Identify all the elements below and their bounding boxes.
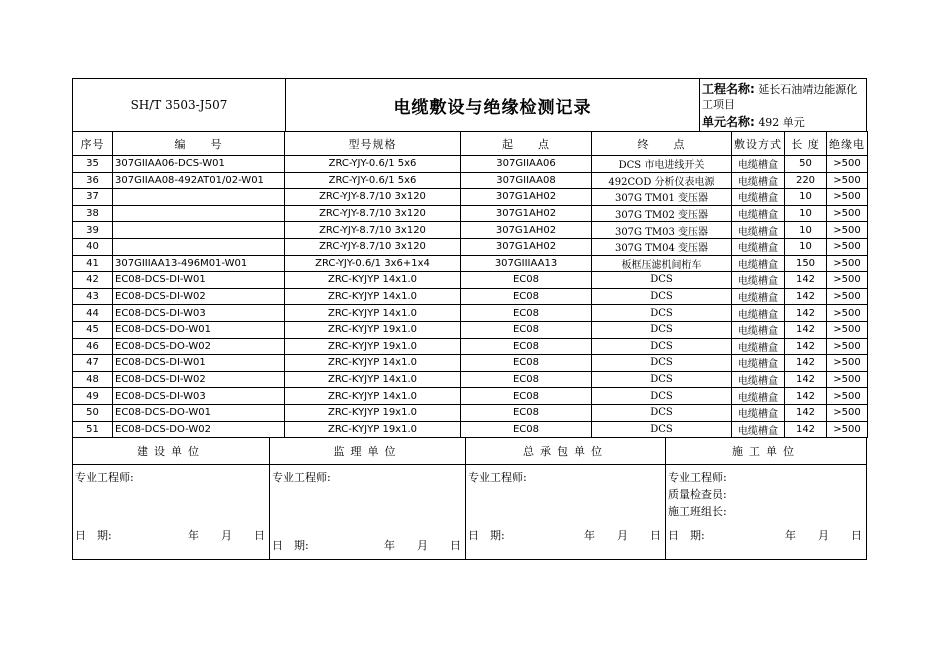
cell-insulation: >500 — [827, 238, 868, 255]
owner-engineer-label: 专业工程师: — [75, 471, 134, 485]
cell-method: 电缆槽盒 — [732, 388, 785, 405]
cell-to: DCS — [592, 388, 732, 405]
cell-code: 307GIIAA06-DCS-W01 — [113, 156, 285, 173]
cell-from: EC08 — [461, 388, 592, 405]
cell-to: 307G TM03 变压器 — [592, 222, 732, 239]
cell-spec: ZRC-YJY-8.7/10 3x120 — [285, 238, 461, 255]
cell-insulation: >500 — [827, 388, 868, 405]
cell-no: 36 — [73, 172, 113, 189]
cell-no: 47 — [73, 355, 113, 372]
cell-method: 电缆槽盒 — [732, 404, 785, 421]
cell-insulation: >500 — [827, 371, 868, 388]
cell-code — [113, 205, 285, 222]
cell-from: 307G1AH02 — [461, 205, 592, 222]
cell-from: EC08 — [461, 321, 592, 338]
cell-from: EC08 — [461, 371, 592, 388]
signature-owner — [73, 438, 270, 559]
cell-code: EC08-DCS-DI-W03 — [113, 305, 285, 322]
cell-spec: ZRC-KYJYP 14x1.0 — [285, 388, 461, 405]
table-row — [73, 189, 868, 206]
builder-inspector-label: 质量检查员: — [668, 488, 727, 502]
page-title: 电缆敷设与绝缘检测记录 — [286, 79, 700, 131]
cell-method: 电缆槽盒 — [732, 305, 785, 322]
builder-foreman-label: 施工班组长: — [668, 505, 727, 519]
cell-length: 142 — [785, 305, 827, 322]
cell-length: 142 — [785, 355, 827, 372]
cell-from: 307G1AH02 — [461, 238, 592, 255]
cell-code: EC08-DCS-DO-W01 — [113, 404, 285, 421]
table-row — [73, 305, 868, 322]
cell-code: EC08-DCS-DO-W02 — [113, 338, 285, 355]
table-row — [73, 338, 868, 355]
cell-method: 电缆槽盒 — [732, 338, 785, 355]
unit-name-label: 单元名称: — [702, 115, 755, 129]
cell-insulation: >500 — [827, 321, 868, 338]
cell-code — [113, 222, 285, 239]
cell-insulation: >500 — [827, 338, 868, 355]
cell-from: 307GIIAA08 — [461, 172, 592, 189]
signature-supervisor-title: 监理单位 — [270, 438, 465, 465]
cell-spec: ZRC-YJY-0.6/1 5x6 — [285, 172, 461, 189]
cell-method: 电缆槽盒 — [732, 189, 785, 206]
cell-spec: ZRC-KYJYP 19x1.0 — [285, 404, 461, 421]
cell-no: 49 — [73, 388, 113, 405]
col-header-length: 长 度 — [785, 132, 827, 156]
cell-spec: ZRC-KYJYP 14x1.0 — [285, 305, 461, 322]
col-header-insulation: 绝缘电 — [827, 132, 868, 156]
signature-owner-title: 建设单位 — [73, 438, 269, 465]
cell-from: 307G1AH02 — [461, 189, 592, 206]
cell-from: 307GIIAA06 — [461, 156, 592, 173]
cell-from: EC08 — [461, 421, 592, 438]
cell-length: 142 — [785, 421, 827, 438]
sheet-header — [72, 78, 867, 132]
cell-method: 电缆槽盒 — [732, 421, 785, 438]
cell-code — [113, 238, 285, 255]
cell-from: 307GIIIAA13 — [461, 255, 592, 272]
signature-block — [72, 438, 867, 560]
project-name-label: 工程名称: — [702, 82, 755, 96]
col-header-spec: 型号规格 — [285, 132, 461, 156]
col-header-to: 终 点 — [592, 132, 732, 156]
cell-to: DCS — [592, 321, 732, 338]
cell-length: 150 — [785, 255, 827, 272]
cell-no: 40 — [73, 238, 113, 255]
cell-spec: ZRC-KYJYP 14x1.0 — [285, 371, 461, 388]
table-body — [73, 156, 868, 438]
cell-length: 142 — [785, 404, 827, 421]
cell-no: 41 — [73, 255, 113, 272]
cell-length: 10 — [785, 205, 827, 222]
cell-code: 307GIIAA08-492AT01/02-W01 — [113, 172, 285, 189]
cell-to: DCS — [592, 355, 732, 372]
cell-no: 38 — [73, 205, 113, 222]
table-row — [73, 288, 868, 305]
cell-code: EC08-DCS-DI-W01 — [113, 272, 285, 289]
cell-no: 51 — [73, 421, 113, 438]
table-row — [73, 404, 868, 421]
cell-from: EC08 — [461, 404, 592, 421]
cell-to: DCS — [592, 404, 732, 421]
cell-to: 492COD 分析仪表电源 — [592, 172, 732, 189]
cell-code: EC08-DCS-DI-W01 — [113, 355, 285, 372]
cell-length: 142 — [785, 338, 827, 355]
cell-no: 43 — [73, 288, 113, 305]
table-row — [73, 355, 868, 372]
cell-code: EC08-DCS-DO-W02 — [113, 421, 285, 438]
table-header-row — [73, 132, 868, 156]
cell-spec: ZRC-KYJYP 14x1.0 — [285, 288, 461, 305]
cell-method: 电缆槽盒 — [732, 255, 785, 272]
cell-length: 10 — [785, 189, 827, 206]
cell-method: 电缆槽盒 — [732, 156, 785, 173]
cell-insulation: >500 — [827, 404, 868, 421]
project-name — [702, 82, 864, 112]
cell-code: EC08-DCS-DI-W02 — [113, 288, 285, 305]
cell-length: 10 — [785, 222, 827, 239]
col-header-from: 起 点 — [461, 132, 592, 156]
table-row — [73, 238, 868, 255]
contractor-engineer-label: 专业工程师: — [468, 471, 527, 485]
table-row — [73, 205, 868, 222]
cell-method: 电缆槽盒 — [732, 222, 785, 239]
cell-spec: ZRC-YJY-0.6/1 5x6 — [285, 156, 461, 173]
cell-insulation: >500 — [827, 421, 868, 438]
cell-no: 35 — [73, 156, 113, 173]
cell-length: 50 — [785, 156, 827, 173]
cell-to: 板框压滤机间桁车 — [592, 255, 732, 272]
cell-from: EC08 — [461, 305, 592, 322]
cell-spec: ZRC-KYJYP 14x1.0 — [285, 272, 461, 289]
cell-no: 39 — [73, 222, 113, 239]
cell-spec: ZRC-YJY-8.7/10 3x120 — [285, 189, 461, 206]
cell-method: 电缆槽盒 — [732, 321, 785, 338]
cell-spec: ZRC-YJY-0.6/1 3x6+1x4 — [285, 255, 461, 272]
cell-to: DCS — [592, 421, 732, 438]
project-info — [700, 79, 866, 131]
cell-method: 电缆槽盒 — [732, 172, 785, 189]
cell-insulation: >500 — [827, 189, 868, 206]
table-row — [73, 421, 868, 438]
cell-to: DCS — [592, 338, 732, 355]
cell-no: 46 — [73, 338, 113, 355]
cell-spec: ZRC-YJY-8.7/10 3x120 — [285, 222, 461, 239]
signature-builder — [666, 438, 866, 559]
cell-insulation: >500 — [827, 205, 868, 222]
cell-spec: ZRC-KYJYP 14x1.0 — [285, 355, 461, 372]
cell-to: DCS — [592, 305, 732, 322]
cell-to: DCS 市电进线开关 — [592, 156, 732, 173]
table-row — [73, 172, 868, 189]
table-row — [73, 272, 868, 289]
cell-from: EC08 — [461, 355, 592, 372]
builder-date: 日 期: 年 月 日 — [668, 529, 862, 543]
signature-contractor — [466, 438, 666, 559]
cell-insulation: >500 — [827, 255, 868, 272]
cell-insulation: >500 — [827, 156, 868, 173]
cell-code: EC08-DCS-DO-W01 — [113, 321, 285, 338]
cell-insulation: >500 — [827, 355, 868, 372]
cell-length: 142 — [785, 288, 827, 305]
table-row — [73, 222, 868, 239]
cell-length: 142 — [785, 371, 827, 388]
cable-record-table — [72, 131, 868, 438]
table-row — [73, 321, 868, 338]
cell-method: 电缆槽盒 — [732, 238, 785, 255]
cell-spec: ZRC-KYJYP 19x1.0 — [285, 338, 461, 355]
cell-insulation: >500 — [827, 288, 868, 305]
cell-length: 142 — [785, 388, 827, 405]
cell-no: 45 — [73, 321, 113, 338]
cell-insulation: >500 — [827, 305, 868, 322]
table-row — [73, 388, 868, 405]
cell-code: EC08-DCS-DI-W02 — [113, 371, 285, 388]
cell-code — [113, 189, 285, 206]
cell-method: 电缆槽盒 — [732, 288, 785, 305]
cell-method: 电缆槽盒 — [732, 355, 785, 372]
cell-no: 50 — [73, 404, 113, 421]
cell-to: DCS — [592, 272, 732, 289]
col-header-no: 序号 — [73, 132, 113, 156]
cell-to: 307G TM02 变压器 — [592, 205, 732, 222]
cell-spec: ZRC-KYJYP 19x1.0 — [285, 421, 461, 438]
cell-code: EC08-DCS-DI-W03 — [113, 388, 285, 405]
cell-no: 44 — [73, 305, 113, 322]
cell-method: 电缆槽盒 — [732, 371, 785, 388]
cell-length: 142 — [785, 272, 827, 289]
supervisor-engineer-label: 专业工程师: — [272, 471, 331, 485]
standard-code: SH/T 3503-J507 — [73, 79, 286, 131]
cell-insulation: >500 — [827, 222, 868, 239]
owner-date: 日 期: 年 月 日 — [75, 529, 265, 543]
unit-name-value: 492 单元 — [758, 116, 805, 129]
record-sheet — [72, 78, 867, 560]
cell-to: DCS — [592, 288, 732, 305]
cell-to: 307G TM01 变压器 — [592, 189, 732, 206]
cell-method: 电缆槽盒 — [732, 205, 785, 222]
cell-method: 电缆槽盒 — [732, 272, 785, 289]
cell-length: 10 — [785, 238, 827, 255]
cell-spec: ZRC-KYJYP 19x1.0 — [285, 321, 461, 338]
project-name-value: 延长石油靖边能源化工项目 — [702, 83, 858, 111]
cell-spec: ZRC-YJY-8.7/10 3x120 — [285, 205, 461, 222]
cell-insulation: >500 — [827, 272, 868, 289]
cell-from: 307G1AH02 — [461, 222, 592, 239]
cell-length: 142 — [785, 321, 827, 338]
cell-from: EC08 — [461, 272, 592, 289]
supervisor-date: 日 期: 年 月 日 — [272, 539, 461, 553]
table-row — [73, 156, 868, 173]
signature-supervisor — [270, 438, 466, 559]
signature-builder-title: 施工单位 — [666, 438, 866, 465]
contractor-date: 日 期: 年 月 日 — [468, 529, 661, 543]
signature-contractor-title: 总承包单位 — [466, 438, 665, 465]
cell-from: EC08 — [461, 338, 592, 355]
cell-from: EC08 — [461, 288, 592, 305]
table-row — [73, 255, 868, 272]
cell-insulation: >500 — [827, 172, 868, 189]
col-header-code: 编 号 — [113, 132, 285, 156]
cell-to: DCS — [592, 371, 732, 388]
col-header-method: 敷设方式 — [732, 132, 785, 156]
builder-engineer-label: 专业工程师: — [668, 471, 727, 485]
cell-to: 307G TM04 变压器 — [592, 238, 732, 255]
cell-no: 48 — [73, 371, 113, 388]
unit-name — [702, 113, 805, 130]
table-row — [73, 371, 868, 388]
cell-length: 220 — [785, 172, 827, 189]
cell-no: 42 — [73, 272, 113, 289]
cell-no: 37 — [73, 189, 113, 206]
cell-code: 307GIIIAA13-496M01-W01 — [113, 255, 285, 272]
